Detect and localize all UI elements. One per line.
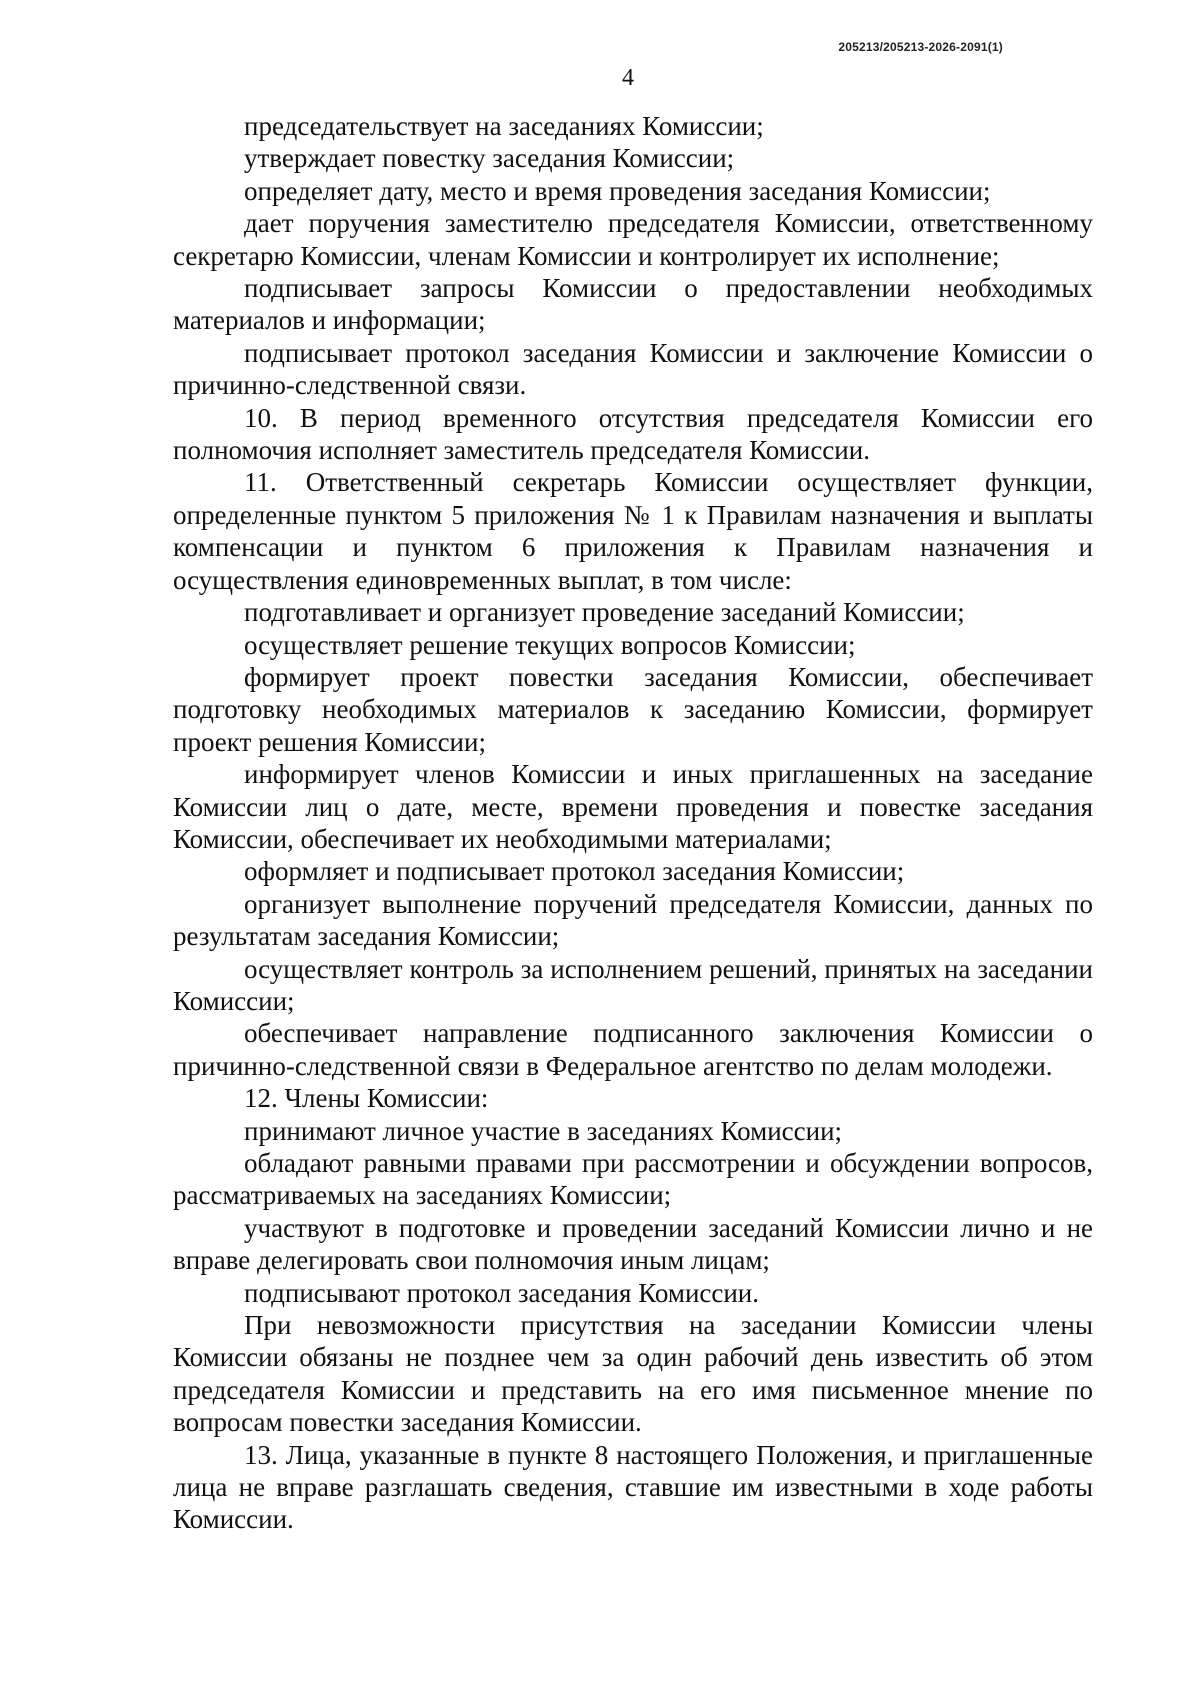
page-number: 4	[622, 65, 634, 91]
paragraph: формирует проект повестки заседания Комиссии, обеспечивает подготовку необходимых материалов к заседанию Комиссии, формирует проект решения Комиссии;	[173, 661, 1093, 757]
paragraph: дает поручения заместителю председателя Комиссии, ответственному секретарю Комиссии, членам Комиссии и контролирует их исполнение;	[173, 208, 1093, 271]
paragraph: подписывает протокол заседания Комиссии и заключение Комиссии о причинно-следственной связи.	[173, 337, 1093, 401]
paragraph: подписывают протокол заседания Комиссии.	[244, 1277, 760, 1308]
paragraph-item-12: 12. Члены Комиссии:	[244, 1083, 489, 1114]
paragraph: подписывает запросы Комиссии о предоставлении необходимых материалов и информации;	[173, 273, 1093, 336]
paragraph: определяет дату, место и время проведения заседания Комиссии;	[244, 175, 991, 206]
paragraph: информирует членов Комиссии и иных приглашенных на заседание Комиссии лиц о дате, месте, времени проведения и повестке заседания Комиссии, обеспечивает их необходимыми материалами;	[173, 759, 1093, 854]
document-body	[173, 110, 1093, 1536]
paragraph-item-10: 10. В период временного отсутствия председателя Комиссии его полномочия исполняет заместитель председателя Комиссии.	[173, 402, 1093, 466]
paragraph: председательствует на заседаниях Комиссии;	[244, 111, 764, 141]
paragraph: При невозможности присутствия на заседании Комиссии члены Комиссии обязаны не позднее чем за один рабочий день известить об этом председателя Комиссии и представить на его имя письменное мнение по вопросам повестки заседания Комиссии.	[173, 1310, 1093, 1438]
paragraph: организует выполнение поручений председателя Комиссии, данных по результатам заседания Комиссии;	[173, 888, 1093, 952]
document-id: 205213/205213-2026-2091(1)	[838, 40, 1003, 54]
paragraph: подготавливает и организует проведение заседаний Комиссии;	[244, 597, 965, 628]
paragraph: оформляет и подписывает протокол заседания Комиссии;	[244, 856, 905, 887]
paragraph: осуществляет решение текущих вопросов Комиссии;	[244, 629, 856, 660]
paragraph-item-11: 11. Ответственный секретарь Комиссии осуществляет функции, определенные пунктом 5 приложения № 1 к Правилам назначения и выплаты компенсации и пунктом 6 приложения к Правилам назначения и осуществления единовременных выплат, в том числе:	[173, 467, 1093, 595]
paragraph: утверждает повестку заседания Комиссии;	[244, 143, 735, 174]
paragraph: обеспечивает направление подписанного заключения Комиссии о причинно-следственной связи в Федеральное агентство по делам молодежи.	[173, 1018, 1093, 1081]
paragraph: осуществляет контроль за исполнением решений, принятых на заседании Комиссии;	[173, 953, 1093, 1016]
paragraph: участвуют в подготовке и проведении заседаний Комиссии лично и не вправе делегировать свои полномочия иным лицам;	[173, 1212, 1093, 1276]
paragraph: обладают равными правами при рассмотрении и обсуждении вопросов, рассматриваемых на заседаниях Комиссии;	[173, 1148, 1093, 1211]
paragraph-item-13: 13. Лица, указанные в пункте 8 настоящего Положения, и приглашенные лица не вправе разглашать сведения, ставшие им известными в ходе работы Комиссии.	[173, 1439, 1093, 1535]
paragraph: принимают личное участие в заседаниях Комиссии;	[244, 1115, 843, 1146]
